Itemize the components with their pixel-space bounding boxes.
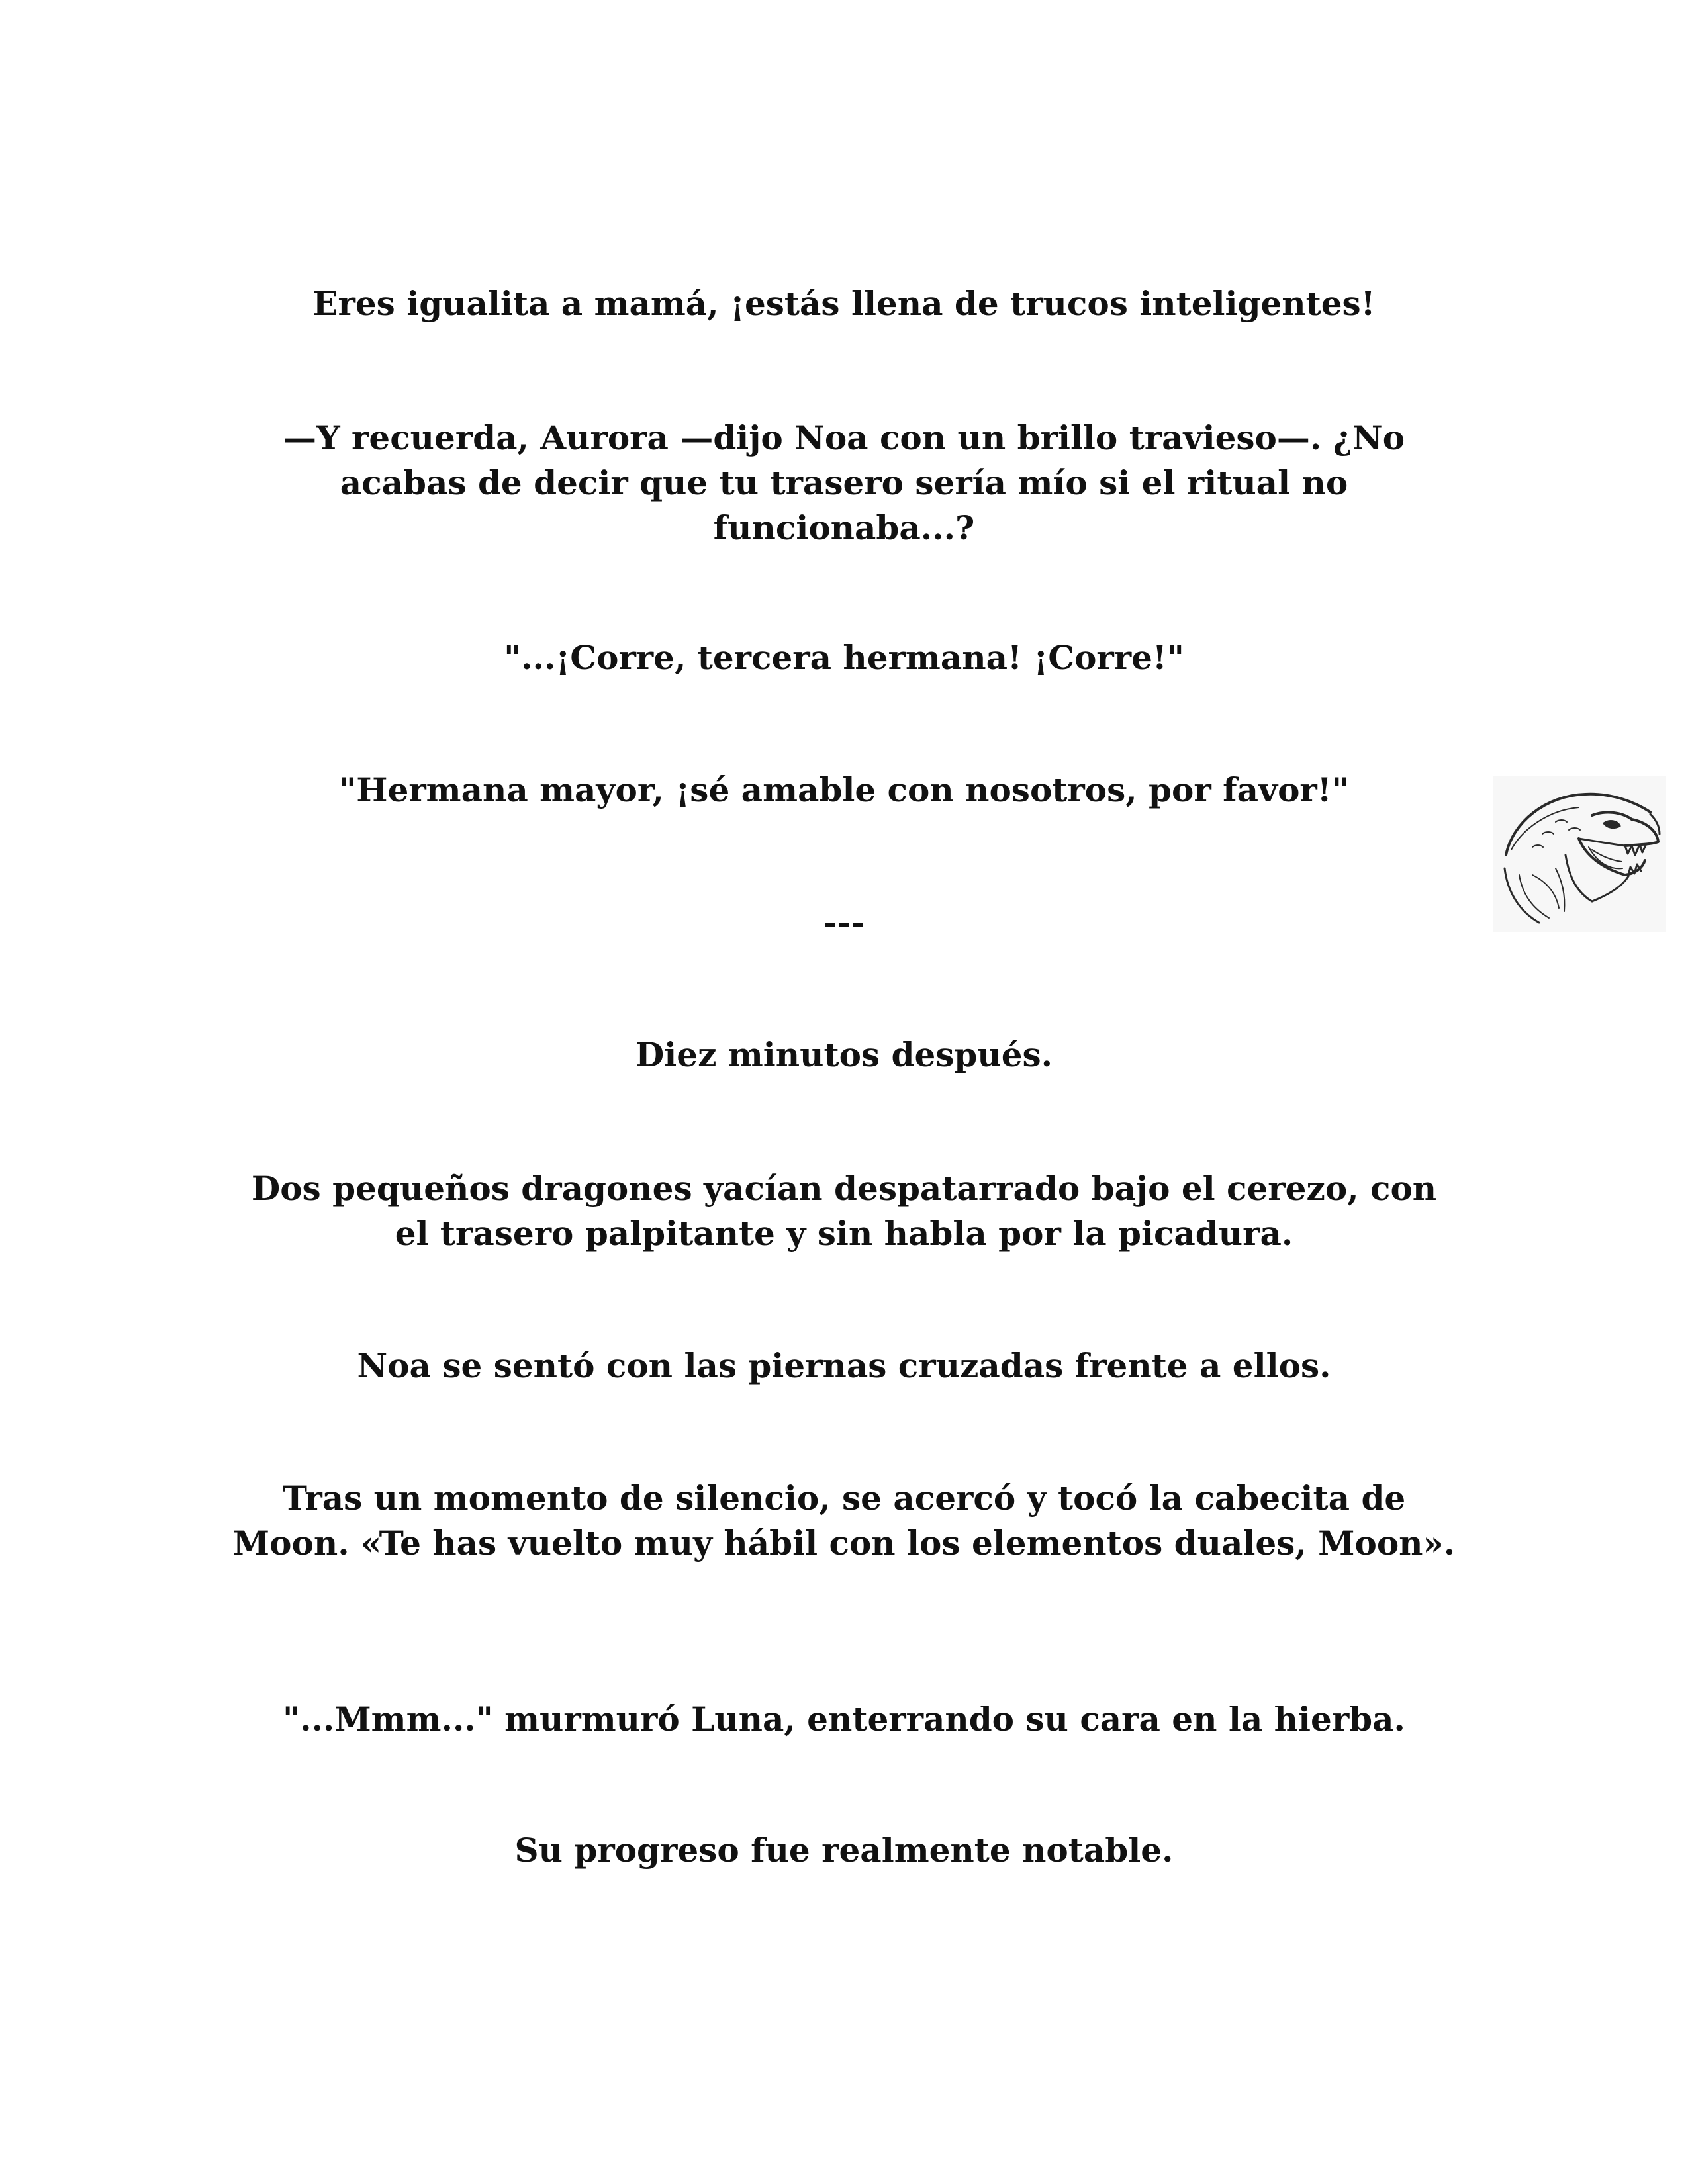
- paragraph-9: Tras un momento de silencio, se acercó y tocó la cabecita de Moon. «Te has vuelto muy hábil con los elementos duales, Moon».: [232, 1479, 1456, 1563]
- paragraph-6: Diez minutos después.: [635, 1035, 1053, 1074]
- paragraph-2: —Y recuerda, Aurora —dijo Noa con un brillo travieso—. ¿No acabas de decir que tu trasero sería mío si el ritual no funcionaba...?: [283, 418, 1405, 547]
- paragraph-4: "Hermana mayor, ¡sé amable con nosotros, por favor!": [339, 770, 1349, 809]
- paragraph-8: Noa se sentó con las piernas cruzadas frente a ellos.: [357, 1346, 1331, 1385]
- paragraph-10: "...Mmm..." murmuró Luna, enterrando su cara en la hierba.: [283, 1700, 1405, 1739]
- dragon-head-sketch-icon: [1493, 776, 1666, 932]
- scene-break: ---: [823, 903, 865, 942]
- paragraph-1: Eres igualita a mamá, ¡estás llena de trucos inteligentes!: [312, 284, 1376, 323]
- paragraph-3: "...¡Corre, tercera hermana! ¡Corre!": [504, 638, 1184, 677]
- paragraph-7: Dos pequeños dragones yacían despatarrado bajo el cerezo, con el trasero palpitante y sin habla por la picadura.: [251, 1169, 1437, 1253]
- paragraph-11: Su progreso fue realmente notable.: [514, 1831, 1174, 1870]
